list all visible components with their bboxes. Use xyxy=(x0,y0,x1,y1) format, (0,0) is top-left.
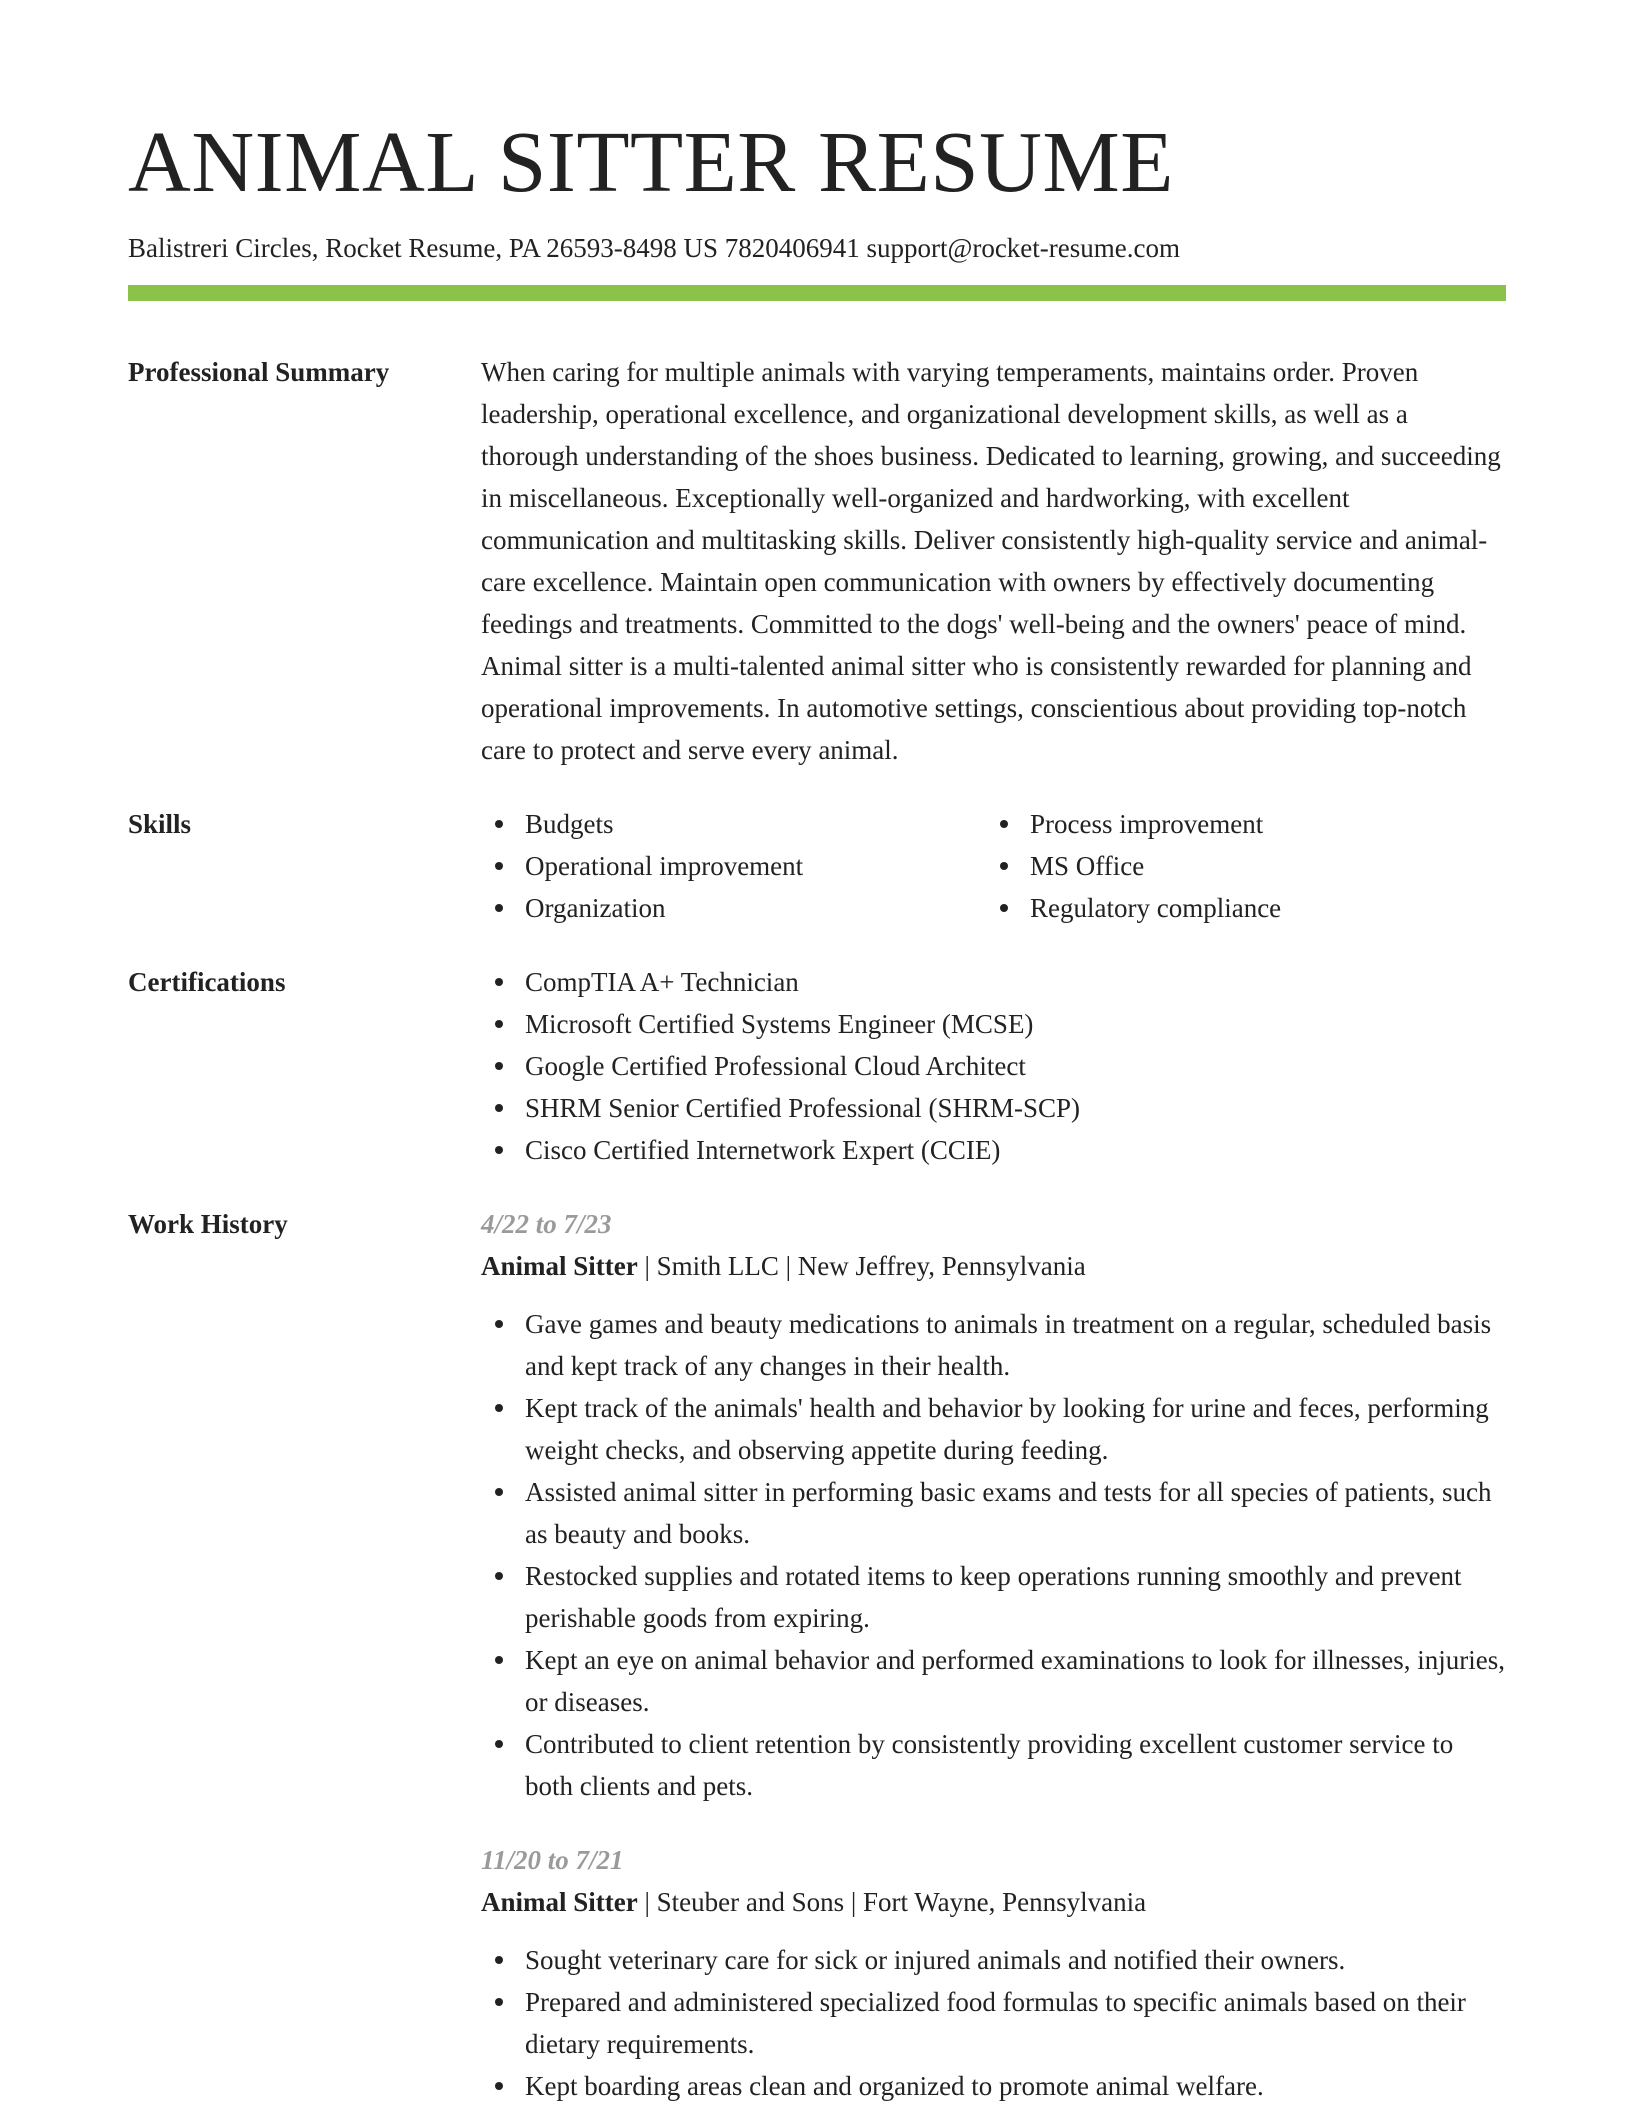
work-history-section xyxy=(128,1203,1506,2107)
certification-item: Google Certified Professional Cloud Architect xyxy=(481,1045,1506,1087)
certification-item: CompTIA A+ Technician xyxy=(481,961,1506,1003)
certifications-list xyxy=(481,961,1506,1171)
job-heading xyxy=(481,1245,1506,1287)
work-history-label: Work History xyxy=(128,1209,288,1239)
accent-divider xyxy=(128,285,1506,301)
summary-text: When caring for multiple animals with varying temperaments, maintains order. Proven leadership, operational excellence, and organizational development skills, as well as a thorough understanding of the shoes business. Dedicated to learning, growing, and succeeding in miscellaneous. Exceptionally well-organized and hardworking, with excellent communication and multitasking skills. Deliver consistently high-quality service and animal-care excellence. Maintain open communication with owners by effectively documenting feedings and treatments. Committed to the dogs' well-being and the owners' peace of mind. Animal sitter is a multi-talented animal sitter who is consistently rewarded for planning and operational improvements. In automotive settings, conscientious about providing top-notch care to protect and serve every animal. xyxy=(481,357,1501,765)
certifications-section xyxy=(128,961,1506,1171)
job-entry xyxy=(481,1203,1506,1807)
job-details: | Steuber and Sons | Fort Wayne, Pennsylvania xyxy=(637,1887,1147,1917)
certification-item: Cisco Certified Internetwork Expert (CCIE) xyxy=(481,1129,1506,1171)
skill-item: Process improvement xyxy=(986,803,1491,845)
job-duty: Kept an eye on animal behavior and performed examinations to look for illnesses, injuries, or diseases. xyxy=(481,1639,1506,1723)
job-duty: Gave games and beauty medications to animals in treatment on a regular, scheduled basis and kept track of any changes in their health. xyxy=(481,1303,1506,1387)
job-heading xyxy=(481,1881,1506,1923)
skill-item: Regulatory compliance xyxy=(986,887,1491,929)
job-dates: 4/22 to 7/23 xyxy=(481,1209,612,1239)
certifications-label: Certifications xyxy=(128,967,286,997)
summary-section xyxy=(128,351,1506,771)
job-duty: Assisted animal sitter in performing basic exams and tests for all species of patients, such as beauty and books. xyxy=(481,1471,1506,1555)
job-title: Animal Sitter xyxy=(481,1251,638,1281)
skill-item: Operational improvement xyxy=(481,845,986,887)
resume-title: ANIMAL SITTER RESUME xyxy=(128,113,1174,210)
job-title: Animal Sitter xyxy=(481,1887,638,1917)
resume-page xyxy=(128,113,1506,2107)
skill-item: Budgets xyxy=(481,803,986,845)
job-dates: 11/20 to 7/21 xyxy=(481,1845,624,1875)
skills-column-1 xyxy=(481,803,986,929)
skill-item: Organization xyxy=(481,887,986,929)
job-duties-list xyxy=(481,1303,1506,1807)
job-duty: Contributed to client retention by consistently providing excellent customer service to both clients and pets. xyxy=(481,1723,1506,1807)
job-details: | Smith LLC | New Jeffrey, Pennsylvania xyxy=(637,1251,1086,1281)
job-duty: Sought veterinary care for sick or injured animals and notified their owners. xyxy=(481,1939,1506,1981)
job-duty: Prepared and administered specialized food formulas to specific animals based on their dietary requirements. xyxy=(481,1981,1506,2065)
job-duty: Restocked supplies and rotated items to keep operations running smoothly and prevent perishable goods from expiring. xyxy=(481,1555,1506,1639)
contact-info: Balistreri Circles, Rocket Resume, PA 26593-8498 US 7820406941 support@rocket-resume.com xyxy=(128,233,1180,263)
skills-label: Skills xyxy=(128,809,192,839)
skills-column-2 xyxy=(986,803,1491,929)
job-duty: Kept boarding areas clean and organized to promote animal welfare. xyxy=(481,2065,1506,2107)
summary-label: Professional Summary xyxy=(128,357,390,387)
certification-item: Microsoft Certified Systems Engineer (MCSE) xyxy=(481,1003,1506,1045)
certification-item: SHRM Senior Certified Professional (SHRM-SCP) xyxy=(481,1087,1506,1129)
skills-list xyxy=(481,803,1506,929)
job-duty: Kept track of the animals' health and behavior by looking for urine and feces, performing weight checks, and observing appetite during feeding. xyxy=(481,1387,1506,1471)
skills-section xyxy=(128,803,1506,929)
job-duties-list xyxy=(481,1939,1506,2107)
skill-item: MS Office xyxy=(986,845,1491,887)
job-entry xyxy=(481,1839,1506,2107)
